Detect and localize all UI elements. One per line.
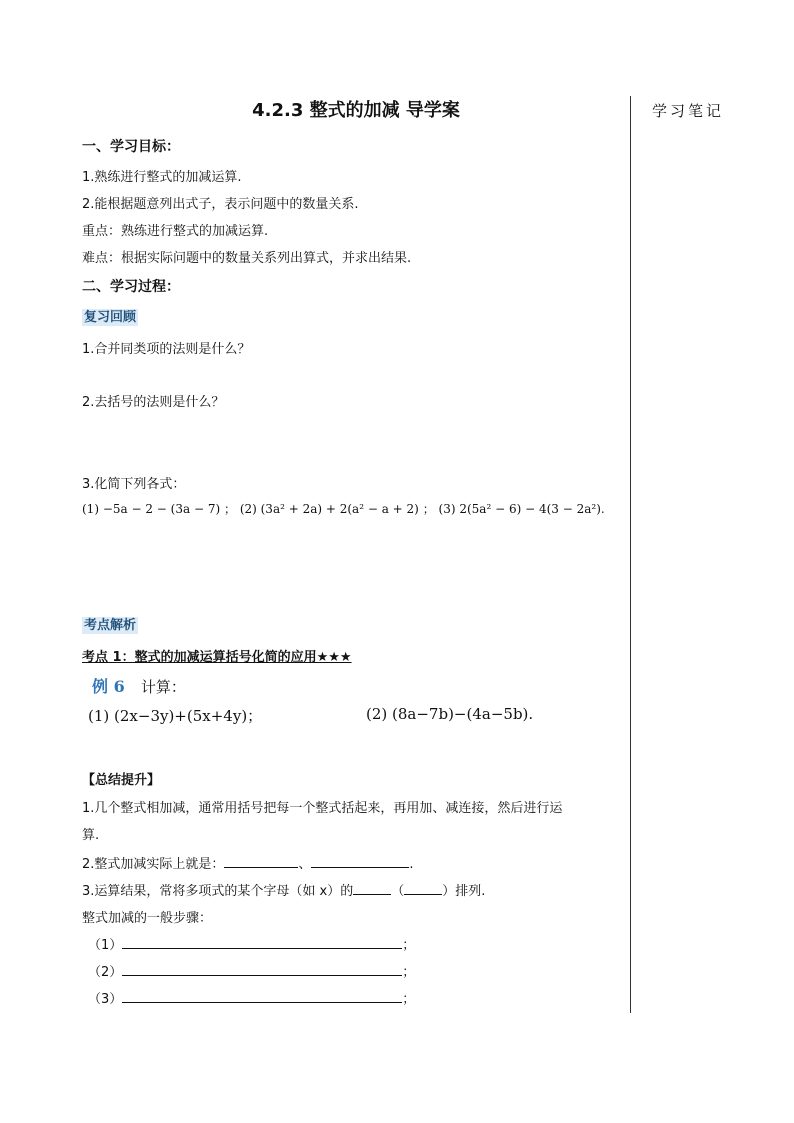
notes-label: 学习笔记 [652, 102, 725, 120]
question-3: 3.化简下列各式： [82, 477, 186, 492]
step-2-row [88, 961, 415, 980]
steps-heading: 整式加减的一般步骤： [82, 911, 213, 926]
step-2-end: ； [402, 965, 416, 980]
step-3-label: （3） [88, 992, 123, 1007]
question-2: 2.去括号的法则是什么？ [82, 395, 225, 410]
example-part-1: (1) (2x−3y)+(5x+4y)； [88, 707, 263, 725]
expression-2: (2) (3a² + 2a) + 2(a² − a + 2) [239, 502, 419, 516]
objective-1: 1.熟练进行整式的加减运算. [82, 170, 242, 185]
objective-2: 2.能根据题意列出式子，表示问题中的数量关系. [82, 197, 359, 212]
summary-label: 【总结提升】 [82, 773, 161, 788]
analysis-label-row [82, 614, 138, 633]
blank-field[interactable] [122, 963, 402, 976]
blank-field[interactable] [224, 855, 298, 868]
step-1-end: ； [402, 938, 416, 953]
step-2-label: （2） [88, 965, 123, 980]
summary-1-line-a: 1.几个整式相加减，通常用括号把每一个整式括起来，再用加、减连接，然后进行运 [82, 801, 563, 816]
section2-heading: 二、学习过程： [82, 279, 180, 295]
simplify-expressions [82, 500, 605, 517]
summary-2 [82, 853, 414, 872]
review-label-row [82, 306, 138, 325]
expression-3: (3) 2(5a² − 6) − 4(3 − 2a²). [438, 502, 605, 516]
summary-2-prefix: 2.整式加减实际上就是： [82, 857, 225, 872]
notes-divider [630, 96, 631, 1013]
blank-field[interactable] [122, 936, 402, 949]
blank-field[interactable] [404, 882, 442, 895]
kaodian-heading: 考点 1：整式的加减运算括号化简的应用★★★ [82, 650, 352, 665]
summary-3-paren-open: （ [391, 884, 405, 899]
example-heading [92, 674, 186, 697]
blank-field[interactable] [122, 990, 402, 1003]
summary-2-separator: 、 [298, 857, 312, 872]
analysis-label: 考点解析 [84, 618, 137, 633]
expression-1: (1) −5a − 2 − (3a − 7) [82, 502, 221, 516]
difficulty-point: 难点：根据实际问题中的数量关系列出算式，并求出结果. [82, 251, 412, 266]
step-3-end: ； [402, 992, 416, 1007]
summary-1-line-b: 算. [82, 828, 100, 843]
step-1-label: （1） [88, 938, 123, 953]
separator-1: ； [223, 502, 236, 516]
summary-3 [82, 880, 485, 899]
page-title: 4.2.3 整式的加减 导学案 [252, 100, 460, 121]
summary-3-prefix: 3.运算结果，常将多项式的某个字母（如 x）的 [82, 884, 354, 899]
question-1: 1.合并同类项的法则是什么？ [82, 342, 251, 357]
example-text: 计算： [140, 678, 186, 696]
summary-3-paren-close: ）排列. [442, 884, 486, 899]
step-3-row [88, 988, 415, 1007]
step-1-row [88, 934, 415, 953]
section1-heading: 一、学习目标： [82, 139, 180, 155]
key-point: 重点：熟练进行整式的加减运算. [82, 224, 269, 239]
summary-2-end: . [409, 857, 414, 872]
review-label: 复习回顾 [84, 310, 137, 325]
blank-field[interactable] [353, 882, 391, 895]
example-label: 例 6 [92, 677, 125, 696]
separator-2: ； [422, 502, 435, 516]
blank-field[interactable] [311, 855, 409, 868]
example-part-2: (2) (8a−7b)−(4a−5b). [366, 705, 534, 723]
